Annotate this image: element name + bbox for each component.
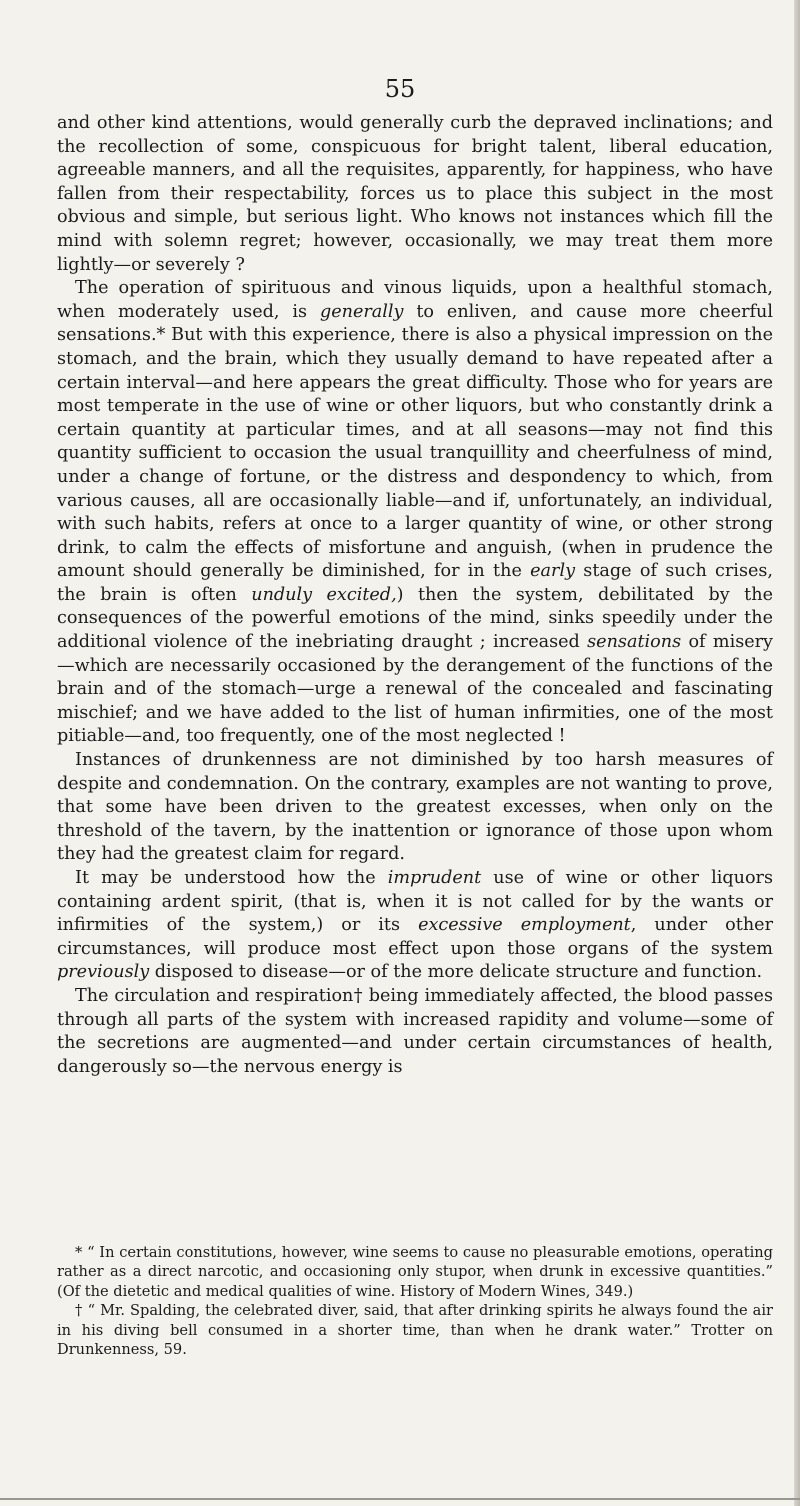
italic-text: imprudent [387, 868, 482, 888]
paragraph [57, 277, 773, 749]
paragraph [57, 749, 773, 867]
italic-text: sensations [587, 632, 682, 653]
footnotes [57, 1243, 773, 1359]
text-run: disposed to disease—or of the more delicate structure and function. [149, 962, 763, 983]
paragraph [57, 985, 773, 1079]
paragraph [57, 867, 773, 985]
italic-text: generally [319, 301, 404, 322]
text-run: and other kind attentions, would generally curb the depraved inclinations; and the recollection of some, conspicuous for bright talent, liberal education, agreeable manners, and all the requisites, apparently, for happiness, who have fallen from their respectability, forces us to place this subject in the most obvious and simple, but serious light. Who knows not instances which fill the mind with solemn regret; however, occasionally, we may treat them more lightly—or severely ? [57, 113, 773, 275]
text-run: Instances of drunkenness are not diminished by too harsh measures of despite and condemnation. On the contrary, examples are not wanting to prove, that some have been driven to the greatest excesses, when only on the threshold of the tavern, by the inattention or ignorance of those upon whom they had the greatest claim for regard. [57, 750, 773, 865]
footnote: † “ Mr. Spalding, the celebrated diver, said, that after drinking spirits he always found the air in his diving bell consumed in a shorter time, than when he drank water.” Trotter on Drunkenness, 59. [57, 1302, 773, 1359]
body-text [57, 112, 773, 1079]
italic-text: unduly excited, [251, 584, 397, 605]
italic-text: excessive employment [418, 915, 631, 936]
italic-text: early [530, 561, 576, 582]
page-number: 55 [384, 75, 416, 103]
text-run: It may be understood how the [75, 868, 388, 888]
text-run: stage of such crises, the brain is often [57, 561, 773, 605]
text-run: The operation of spirituous and vinous liquids, upon a healthful stomach, when moderately used, is [57, 278, 773, 322]
page-edge [794, 0, 800, 1506]
italic-text: previously [57, 962, 150, 983]
page-bottom-edge [0, 1498, 800, 1500]
text-run: The circulation and respiration† being immediately affected, the blood passes through all parts of the system with increased rapidity and volume—some of the secretions are augmented—and under certain circumstances of health, dangerously so—the nervous energy is [57, 985, 773, 1077]
footnote: * “ In certain constitutions, however, wine seems to cause no pleasurable emotions, operating rather as a direct narcotic, and occasioning only stupor, when drunk in excessive quantities.” (Of the dietetic and medical qualities of wine. History of Modern Wines, 349.) [57, 1244, 773, 1300]
paragraph [57, 112, 773, 277]
text-run: , under other circumstances, will produce most effect upon those organs of the system [57, 915, 774, 959]
text-run: to enliven, and cause more cheerful sensations.* But with this experience, there is also a physical impression on the stomach, and the brain, which they usually demand to have repeated after a certain interval—and here appears the great difficulty. Those who for years are most temperate in the use of wine or other liquors, but who constantly drink a certain quantity at particular times, and at all seasons—may not find this quantity sufficient to occasion the usual tranquillity and cheerfulness of mind, under a change of fortune, or the distress and despondency to which, from various causes, all are occasionally liable—and if, unfortunately, an individual, with such habits, refers at once to a larger quantity of wine, or other strong drink, to calm the effects of misfortune and anguish, (when in prudence the amount should generally be diminished, for in the [57, 301, 773, 582]
text-run: of misery—which are necessarily occasioned by the derangement of the functions of the brain and of the stomach—urge a renewal of the concealed and fascinating mischief; and we have added to the list of human infirmities, one of the most pitiable—and, too frequently, one of the most neglected ! [57, 632, 773, 747]
text-run: ) then the system, debilitated by the consequences of the powerful emotions of the mind, sinks speedily under the additional violence of the inebriating draught ; increased [57, 584, 773, 653]
text-run: use of wine or other liquors containing ardent spirit, (that is, when it is not called for by the wants or infirmities of the system,) or its [57, 868, 773, 936]
